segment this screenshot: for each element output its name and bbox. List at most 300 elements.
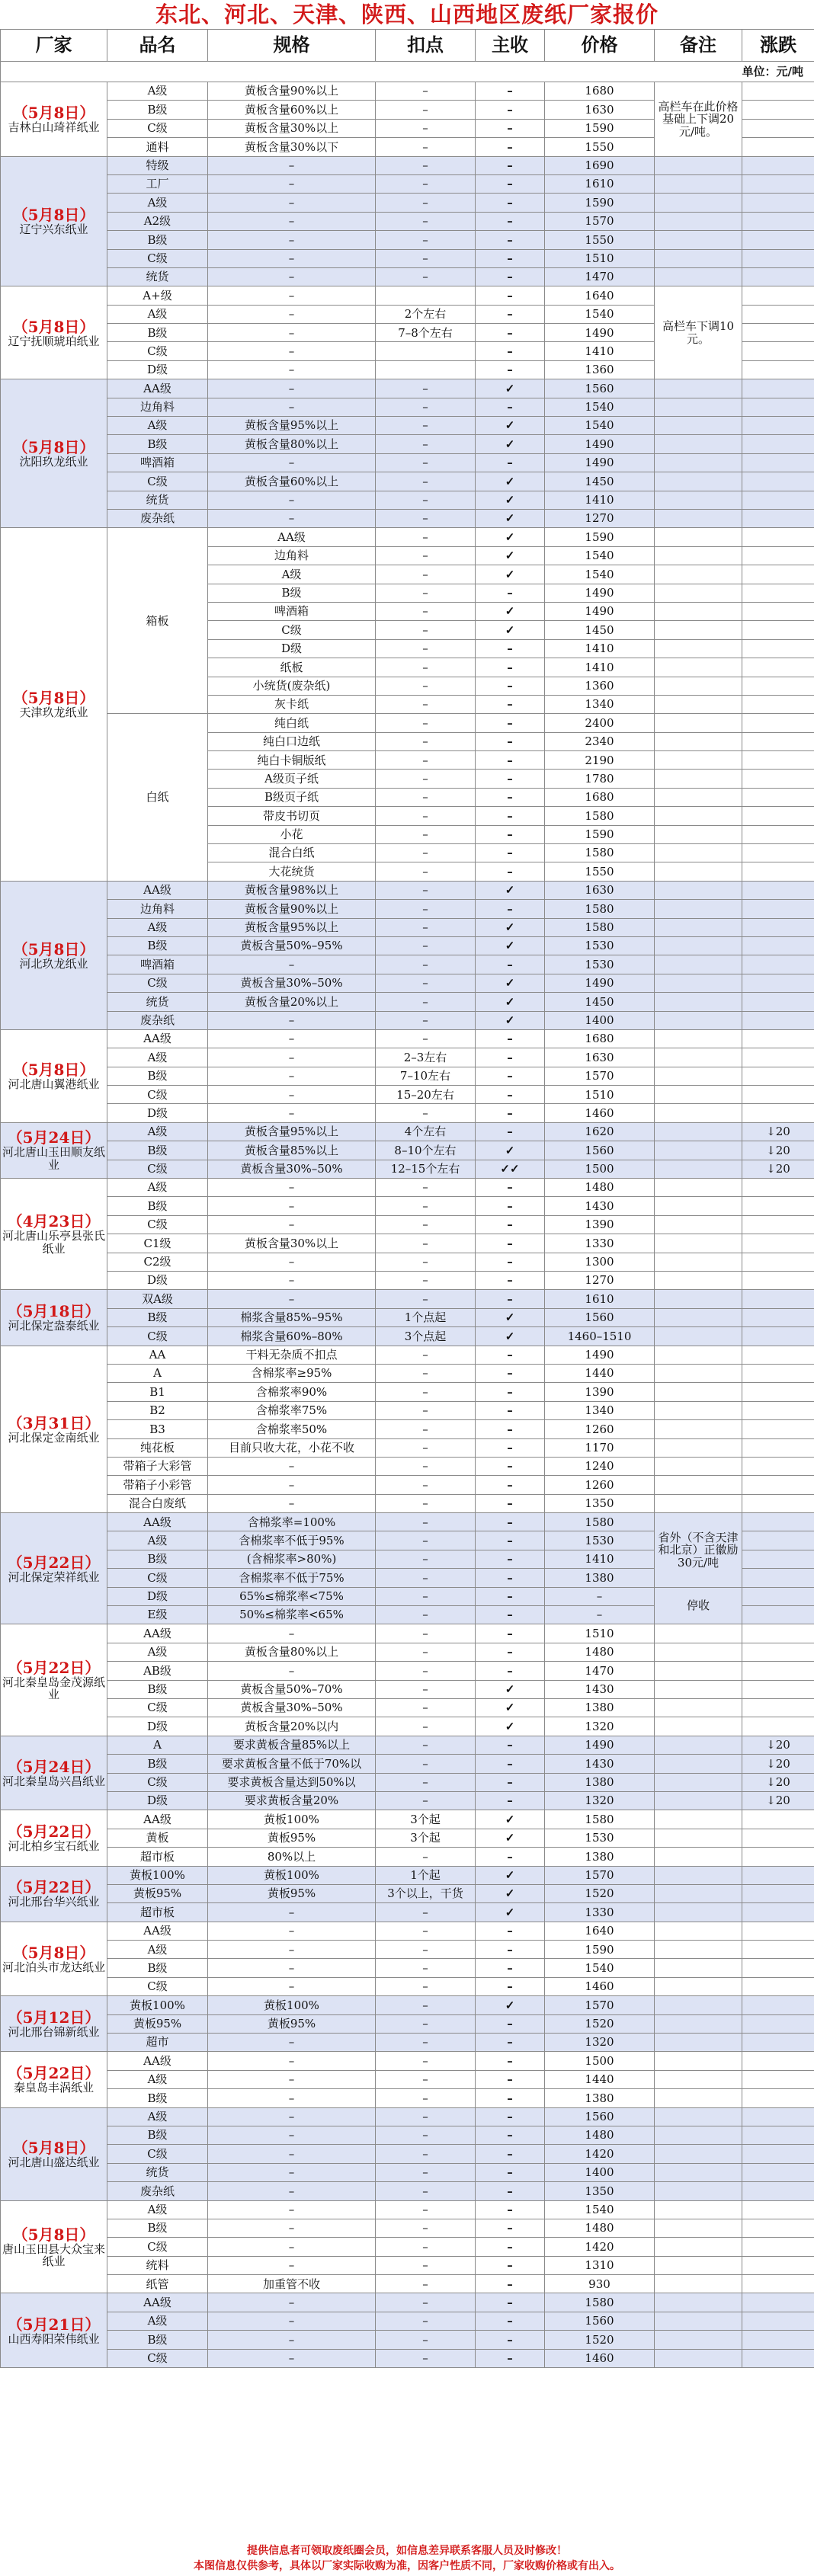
change [742,639,814,658]
change [742,212,814,230]
price: 1460–1510 [545,1327,655,1346]
spec: – [208,1494,376,1512]
table-row [1,249,814,267]
deduction: 3个点起 [376,1327,476,1346]
product-name: 黄板100% [107,1996,208,2014]
remark [655,2089,742,2107]
price: 1590 [545,119,655,137]
change [742,825,814,843]
change [742,1977,814,1995]
spec: – [208,2163,376,2181]
change [742,1086,814,1104]
product-name: 纯花板 [107,1438,208,1457]
deduction: – [376,918,476,936]
remark [655,2238,742,2256]
price: 1350 [545,2182,655,2200]
factory-cell [1,2200,107,2293]
price: 1510 [545,1624,655,1643]
spec: 黄板含量30%–50% [208,1698,376,1717]
remark [655,2275,742,2293]
price: 1520 [545,2331,655,2349]
deduction: – [376,732,476,750]
report-date: （5月24日） [7,1757,101,1776]
change [742,2256,814,2274]
product-name: 工厂 [107,174,208,193]
remark [655,2014,742,2033]
change [742,1866,814,1884]
change [742,491,814,509]
deduction: – [376,1755,476,1773]
price: 1260 [545,1420,655,1438]
product-name: 大花统货 [208,862,376,881]
table-row [1,1029,814,1048]
remark [655,2256,742,2274]
product-name: C级 [107,1086,208,1104]
remark [655,472,742,491]
main-collect: – [476,1755,545,1773]
change [742,342,814,360]
deduction: 1个起 [376,1866,476,1884]
product-name: B级 [107,2126,208,2144]
spec: – [208,2238,376,2256]
main-collect: ✓ [476,1810,545,1829]
deduction: – [376,1179,476,1197]
deduction: – [376,1029,476,1048]
price-table-body [1,82,814,2368]
price: 1500 [545,1160,655,1178]
remark [655,1755,742,1773]
main-collect: ✓ [476,546,545,565]
table-row [1,1215,814,1234]
price: 1540 [545,398,655,416]
deduction: – [376,2293,476,2312]
change [742,1383,814,1401]
product-name: C级 [107,1160,208,1178]
deduction: – [376,1977,476,1995]
price: 1270 [545,1272,655,1290]
table-row [1,1420,814,1438]
table-row [1,472,814,491]
table-row [1,1364,814,1382]
factory-cell [1,286,107,379]
main-collect: – [476,1531,545,1550]
deduction: 2个左右 [376,305,476,323]
table-row [1,1401,814,1419]
main-collect: ✓ [476,1327,545,1346]
price: 1570 [545,1866,655,1884]
deduction: – [376,1922,476,1940]
product-name: AA级 [107,881,208,899]
factory-cell [1,379,107,528]
deduction: – [376,1606,476,1624]
product-name: AA级 [208,528,376,546]
product-name: A级 [107,918,208,936]
spec: – [208,2107,376,2126]
change [742,807,814,825]
product-name: 废杂纸 [107,1011,208,1029]
remark: 高栏车下调10元。 [655,286,742,379]
price: 1560 [545,379,655,398]
main-collect: – [476,2293,545,2312]
spec: 黄板含量30%以上 [208,119,376,137]
price: 1170 [545,1438,655,1457]
price: 1530 [545,936,655,955]
deduction: – [376,1494,476,1512]
deduction: – [376,1253,476,1271]
price: 1490 [545,324,655,342]
spec: – [208,2070,376,2088]
product-name: 纯白纸 [208,714,376,732]
spec: – [208,1086,376,1104]
change [742,1308,814,1326]
remark [655,1624,742,1643]
remark [655,1698,742,1717]
factory-name: 河北唐山盛达纸业 [8,2155,100,2169]
product-name: B级 [107,1308,208,1326]
product-name: 混合白纸 [208,844,376,862]
product-name: A级页子纸 [208,770,376,788]
deduction: – [376,1104,476,1122]
remark [655,1903,742,1922]
product-name: A级 [107,1122,208,1141]
main-collect: ✓ [476,1011,545,1029]
table-row [1,417,814,435]
unit-label: 单位：元/吨 [1,62,814,82]
main-collect: – [476,1086,545,1104]
change [742,509,814,527]
product-name: 啤酒箱 [107,453,208,472]
main-collect: ✓ [476,528,545,546]
deduction: – [376,2312,476,2330]
table-row [1,1494,814,1512]
main-collect: – [476,138,545,156]
deduction: – [376,2089,476,2107]
change [742,2034,814,2052]
deduction: – [376,993,476,1011]
change [742,565,814,584]
price: 2400 [545,714,655,732]
deduction: – [376,1290,476,1308]
price: 1630 [545,1048,655,1067]
change [742,1011,814,1029]
table-row [1,1122,814,1141]
remark [655,398,742,416]
remark [655,2331,742,2349]
table-row [1,231,814,249]
change [742,2331,814,2349]
spec: – [208,1029,376,1048]
change [742,1272,814,1290]
remark: 省外（不含天津和北京）正徽励30元/吨 [655,1513,742,1588]
product-name: B级 [208,584,376,602]
price: 1540 [545,565,655,584]
price: 1540 [545,417,655,435]
change: ↓20 [742,1122,814,1141]
spec: – [208,398,376,416]
product-name: B级页子纸 [208,788,376,806]
deduction: – [376,194,476,212]
table-row [1,1197,814,1215]
table-row [1,2349,814,2367]
change [742,1531,814,1550]
main-collect: – [476,1922,545,1940]
product-name: 统货 [107,491,208,509]
price: 1530 [545,1531,655,1550]
price: 1410 [545,1550,655,1568]
price: 2340 [545,732,655,750]
deduction: – [376,379,476,398]
remark [655,900,742,918]
price: 1320 [545,2034,655,2052]
main-collect: – [476,2331,545,2349]
product-name: 带皮书切页 [208,807,376,825]
price: 1400 [545,1011,655,1029]
deduction: – [376,2349,476,2367]
deduction: – [376,770,476,788]
product-name: 黄板100% [107,1866,208,1884]
price: – [545,1606,655,1624]
main-collect: – [476,1513,545,1531]
spec: – [208,1977,376,1995]
price: 1380 [545,1773,655,1791]
main-collect: – [476,2145,545,2163]
deduction: – [376,1011,476,1029]
report-date: （5月22日） [7,1822,101,1842]
remark [655,1457,742,1475]
main-collect: – [476,1977,545,1995]
factory-cell [1,1122,107,1178]
remark [655,658,742,677]
remark [655,639,742,658]
table-row [1,1587,814,1605]
product-name: B级 [107,1755,208,1773]
spec: – [208,453,376,472]
deduction: – [376,1662,476,1680]
report-date: （5月18日） [7,1302,101,1321]
product-name: AA级 [107,1029,208,1048]
deduction: – [376,82,476,101]
table-row [1,1067,814,1085]
price: 1430 [545,1755,655,1773]
remark [655,2293,742,2312]
change: ↓20 [742,1141,814,1160]
change: ↓20 [742,1773,814,1791]
product-name: 灰卡纸 [208,695,376,713]
table-row [1,2256,814,2274]
change [742,360,814,379]
remark [655,788,742,806]
category-label: 箱板 [107,528,208,714]
product-name: 啤酒箱 [107,955,208,974]
factory-name: 河北唐山玉田顺友纸业 [2,1145,106,1172]
remark [655,1383,742,1401]
product-name: 小统货(废杂纸) [208,677,376,695]
change [742,936,814,955]
remark [655,1160,742,1178]
remark [655,417,742,435]
remark [655,1662,742,1680]
remark [655,1029,742,1048]
price: 1440 [545,1364,655,1382]
price: 1570 [545,212,655,230]
change [742,1290,814,1308]
spec: 黄板含量30%以上 [208,1234,376,1253]
change [742,955,814,974]
price: 1610 [545,174,655,193]
factory-cell [1,1810,107,1866]
main-collect: – [476,1643,545,1661]
product-name: 啤酒箱 [208,602,376,620]
remark [655,1791,742,1810]
price: – [545,1587,655,1605]
table-row [1,1922,814,1940]
product-name: 超市板 [107,1848,208,1866]
table-row [1,2163,814,2181]
price: 1450 [545,993,655,1011]
main-collect: – [476,2256,545,2274]
spec: 黄板95% [208,2014,376,2033]
deduction: – [376,1438,476,1457]
price: 1360 [545,677,655,695]
product-name: D级 [208,639,376,658]
change [742,1104,814,1122]
main-collect: – [476,1476,545,1494]
main-collect: – [476,1606,545,1624]
spec: – [208,1476,376,1494]
report-date: （5月8日） [12,689,95,708]
remark [655,732,742,750]
product-name: A级 [107,2107,208,2126]
change [742,156,814,174]
main-collect: ✓ [476,1141,545,1160]
table-row [1,1048,814,1067]
product-name: 纸管 [107,2275,208,2293]
deduction: – [376,1272,476,1290]
factory-name: 辽宁抚顺琥珀纸业 [8,334,100,348]
product-name: C级 [107,1215,208,1234]
deduction: – [376,639,476,658]
product-name: B级 [107,1959,208,1977]
remark [655,844,742,862]
main-collect: – [476,1959,545,1977]
factory-name: 河北泊头市龙达纸业 [2,1960,106,1974]
main-collect: – [476,807,545,825]
product-name: 废杂纸 [107,2182,208,2200]
table-row [1,714,814,732]
spec: 黄板含量20%以上 [208,993,376,1011]
main-collect: ✓ [476,1308,545,1326]
spec: 黄板含量60%以上 [208,101,376,119]
main-collect: – [476,324,545,342]
deduction: – [376,2126,476,2144]
table-row [1,2238,814,2256]
table-row [1,2052,814,2070]
deduction: – [376,1941,476,1959]
product-name: A级 [107,2312,208,2330]
deduction: – [376,1401,476,1419]
category-label: 白纸 [107,714,208,882]
table-row [1,1829,814,1847]
main-collect: – [476,1290,545,1308]
deduction: 8–10个左右 [376,1141,476,1160]
table-row [1,1791,814,1810]
change: ↓20 [742,1736,814,1754]
deduction: – [376,101,476,119]
change [742,918,814,936]
change [742,453,814,472]
product-name: AB级 [107,1662,208,1680]
spec: – [208,1011,376,1029]
main-collect: ✓ [476,1903,545,1922]
table-row [1,1290,814,1308]
product-name: 通料 [107,138,208,156]
remark [655,2349,742,2367]
main-collect: – [476,1364,545,1382]
price: 1470 [545,1662,655,1680]
product-name: 黄板 [107,1829,208,1847]
change [742,417,814,435]
main-collect: – [476,1791,545,1810]
main-collect: – [476,1067,545,1085]
product-name: C级 [107,1977,208,1995]
spec: 黄板含量20%以内 [208,1717,376,1736]
change [742,844,814,862]
main-collect: – [476,267,545,286]
price: 1480 [545,2126,655,2144]
change [742,993,814,1011]
product-name: A级 [107,305,208,323]
product-name: A级 [208,565,376,584]
footer-line: 提供信息者可领取废纸圈会员，如信息差异联系客服人员及时修改！ [247,2545,567,2557]
main-collect: – [476,1494,545,1512]
change [742,1698,814,1717]
spec: – [208,360,376,379]
remark [655,1197,742,1215]
factory-name: 吉林白山琦祥纸业 [8,120,100,135]
price: 1340 [545,695,655,713]
change [742,2052,814,2070]
price: 1460 [545,1977,655,1995]
spec: 黄板含量85%以上 [208,1141,376,1160]
change [742,1513,814,1531]
price: 1680 [545,788,655,806]
main-collect: ✓ [476,993,545,1011]
remark [655,156,742,174]
main-collect: – [476,1773,545,1791]
product-name: AA级 [107,1513,208,1531]
table-row [1,1680,814,1698]
report-date: （5月12日） [7,2008,101,2027]
deduction: – [376,1773,476,1791]
price: 1490 [545,974,655,992]
table-row [1,1457,814,1475]
price: 1480 [545,1179,655,1197]
table-row [1,1959,814,1977]
report-date: （5月21日） [7,2315,101,2334]
spec: – [208,2200,376,2219]
spec: 黄板含量98%以上 [208,881,376,899]
price: 1610 [545,1290,655,1308]
spec: 黄板含量60%以上 [208,472,376,491]
remark [655,491,742,509]
price: 1490 [545,453,655,472]
product-name: C级 [107,1569,208,1587]
spec: 要求黄板含量85%以上 [208,1736,376,1754]
deduction: – [376,2256,476,2274]
main-collect: ✓✓ [476,1160,545,1178]
table-row [1,1755,814,1773]
remark [655,435,742,453]
